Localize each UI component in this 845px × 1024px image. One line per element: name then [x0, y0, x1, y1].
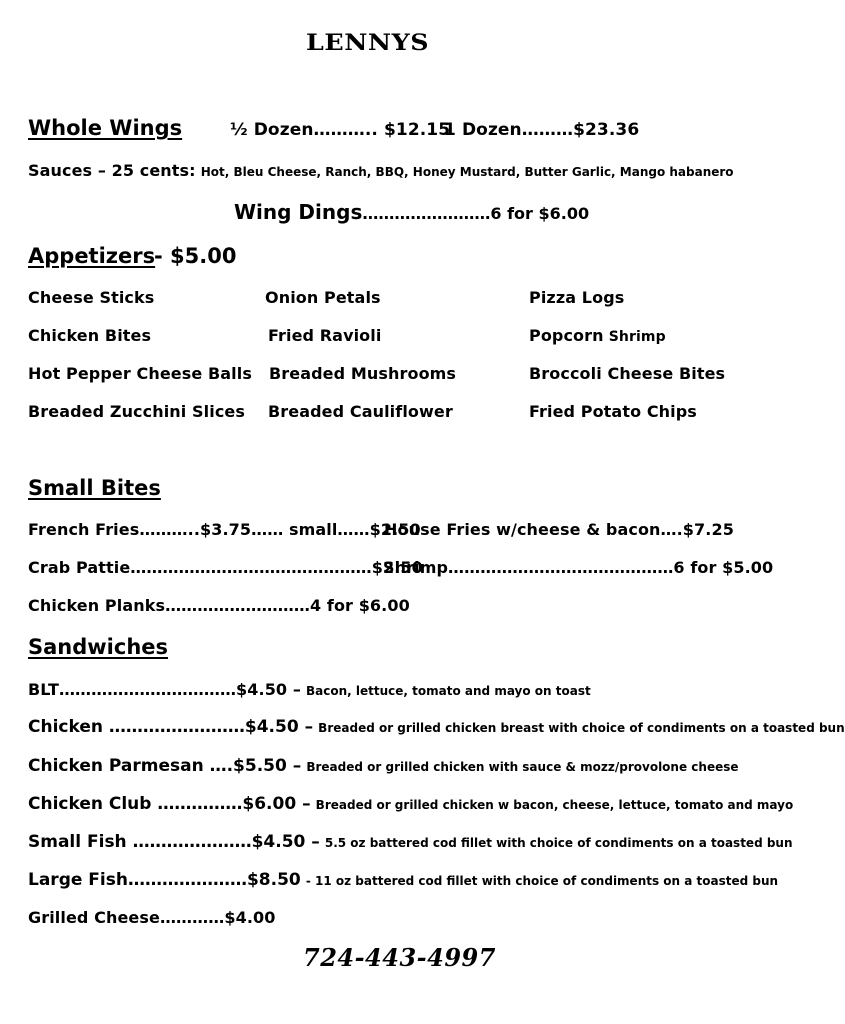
- appetizers-price: - $5.00: [154, 244, 237, 268]
- sandwich-row: [28, 832, 793, 852]
- sandwich-row: [28, 870, 778, 890]
- small-bites-item: Crab Pattie………………………………………$2.50: [28, 558, 423, 577]
- appetizer-item: Fried Potato Chips: [529, 402, 697, 421]
- popcorn-suffix: Shrimp: [608, 329, 666, 345]
- small-bites-item: Shrimp……………………………………6 for $5.00: [383, 558, 774, 577]
- sandwich-name: Chicken ……………………$4.50 –: [28, 717, 314, 737]
- appetizer-item: Fried Ravioli: [268, 326, 382, 345]
- appetizer-item: Breaded Cauliflower: [268, 402, 453, 421]
- appetizer-item-popcorn: [529, 326, 666, 345]
- phone-number: 724-443-4997: [303, 943, 496, 972]
- appetizer-item: Popcorn: [529, 326, 604, 345]
- sandwich-name: Small Fish …………………$4.50 –: [28, 832, 320, 852]
- sauces-line: [28, 161, 734, 180]
- appetizers-heading: Appetizers: [28, 244, 156, 268]
- menu-title: LENNYS: [306, 30, 430, 56]
- wing-dings-price: ……………………6 for $6.00: [362, 204, 590, 223]
- sandwich-name: Chicken Parmesan ….$5.50 –: [28, 756, 302, 776]
- sandwich-desc: - 11 oz battered cod fillet with choice of condiments on a toasted bun: [305, 874, 779, 888]
- wing-dings-line: [234, 200, 589, 224]
- sandwich-row: [28, 756, 739, 776]
- sandwich-row: [28, 717, 845, 737]
- appetizer-item: Hot Pepper Cheese Balls: [28, 364, 252, 383]
- sauces-label: Sauces – 25 cents:: [28, 161, 196, 180]
- sandwich-row: [28, 794, 793, 814]
- sandwich-row: [28, 680, 591, 699]
- sauces-list: Hot, Bleu Cheese, Ranch, BBQ, Honey Mustard, Butter Garlic, Mango habanero: [200, 165, 734, 179]
- appetizer-item: Breaded Mushrooms: [269, 364, 457, 383]
- sandwich-desc: Bacon, lettuce, tomato and mayo on toast: [306, 684, 591, 698]
- sandwich-name: Chicken Club ……………$6.00 –: [28, 794, 311, 814]
- small-bites-item: French Fries………..$3.75…… small……$2.50: [28, 520, 421, 539]
- small-bites-item: Chicken Planks………………………4 for $6.00: [28, 596, 410, 615]
- sandwiches-heading: Sandwiches: [28, 635, 169, 659]
- appetizer-item: Onion Petals: [265, 288, 381, 307]
- sandwich-desc: Breaded or grilled chicken w bacon, cheese, lettuce, tomato and mayo: [315, 798, 794, 812]
- whole-wings-heading: Whole Wings: [28, 116, 183, 140]
- sandwich-name: Large Fish…………………$8.50: [28, 870, 301, 890]
- small-bites-heading: Small Bites: [28, 476, 161, 500]
- sandwich-desc: Breaded or grilled chicken breast with choice of condiments on a toasted bun: [318, 721, 845, 735]
- appetizer-item: Cheese Sticks: [28, 288, 155, 307]
- sandwich-row: [28, 908, 275, 927]
- appetizer-item: Chicken Bites: [28, 326, 152, 345]
- appetizer-item: Broccoli Cheese Bites: [529, 364, 726, 383]
- sandwich-name: BLT……………………………$4.50 –: [28, 680, 301, 699]
- sandwich-name: Grilled Cheese…………$4.00: [28, 908, 276, 927]
- appetizer-item: Pizza Logs: [529, 288, 625, 307]
- sandwich-desc: Breaded or grilled chicken with sauce & mozz/provolone cheese: [306, 760, 739, 774]
- half-dozen-price: ½ Dozen……….. $12.15: [230, 120, 451, 140]
- sandwich-desc: 5.5 oz battered cod fillet with choice of condiments on a toasted bun: [324, 836, 793, 850]
- appetizer-item: Breaded Zucchini Slices: [28, 402, 245, 421]
- wing-dings-label: Wing Dings: [234, 200, 363, 224]
- dozen-price: 1 Dozen………$23.36: [444, 120, 640, 140]
- small-bites-item: House Fries w/cheese & bacon….$7.25: [384, 520, 734, 539]
